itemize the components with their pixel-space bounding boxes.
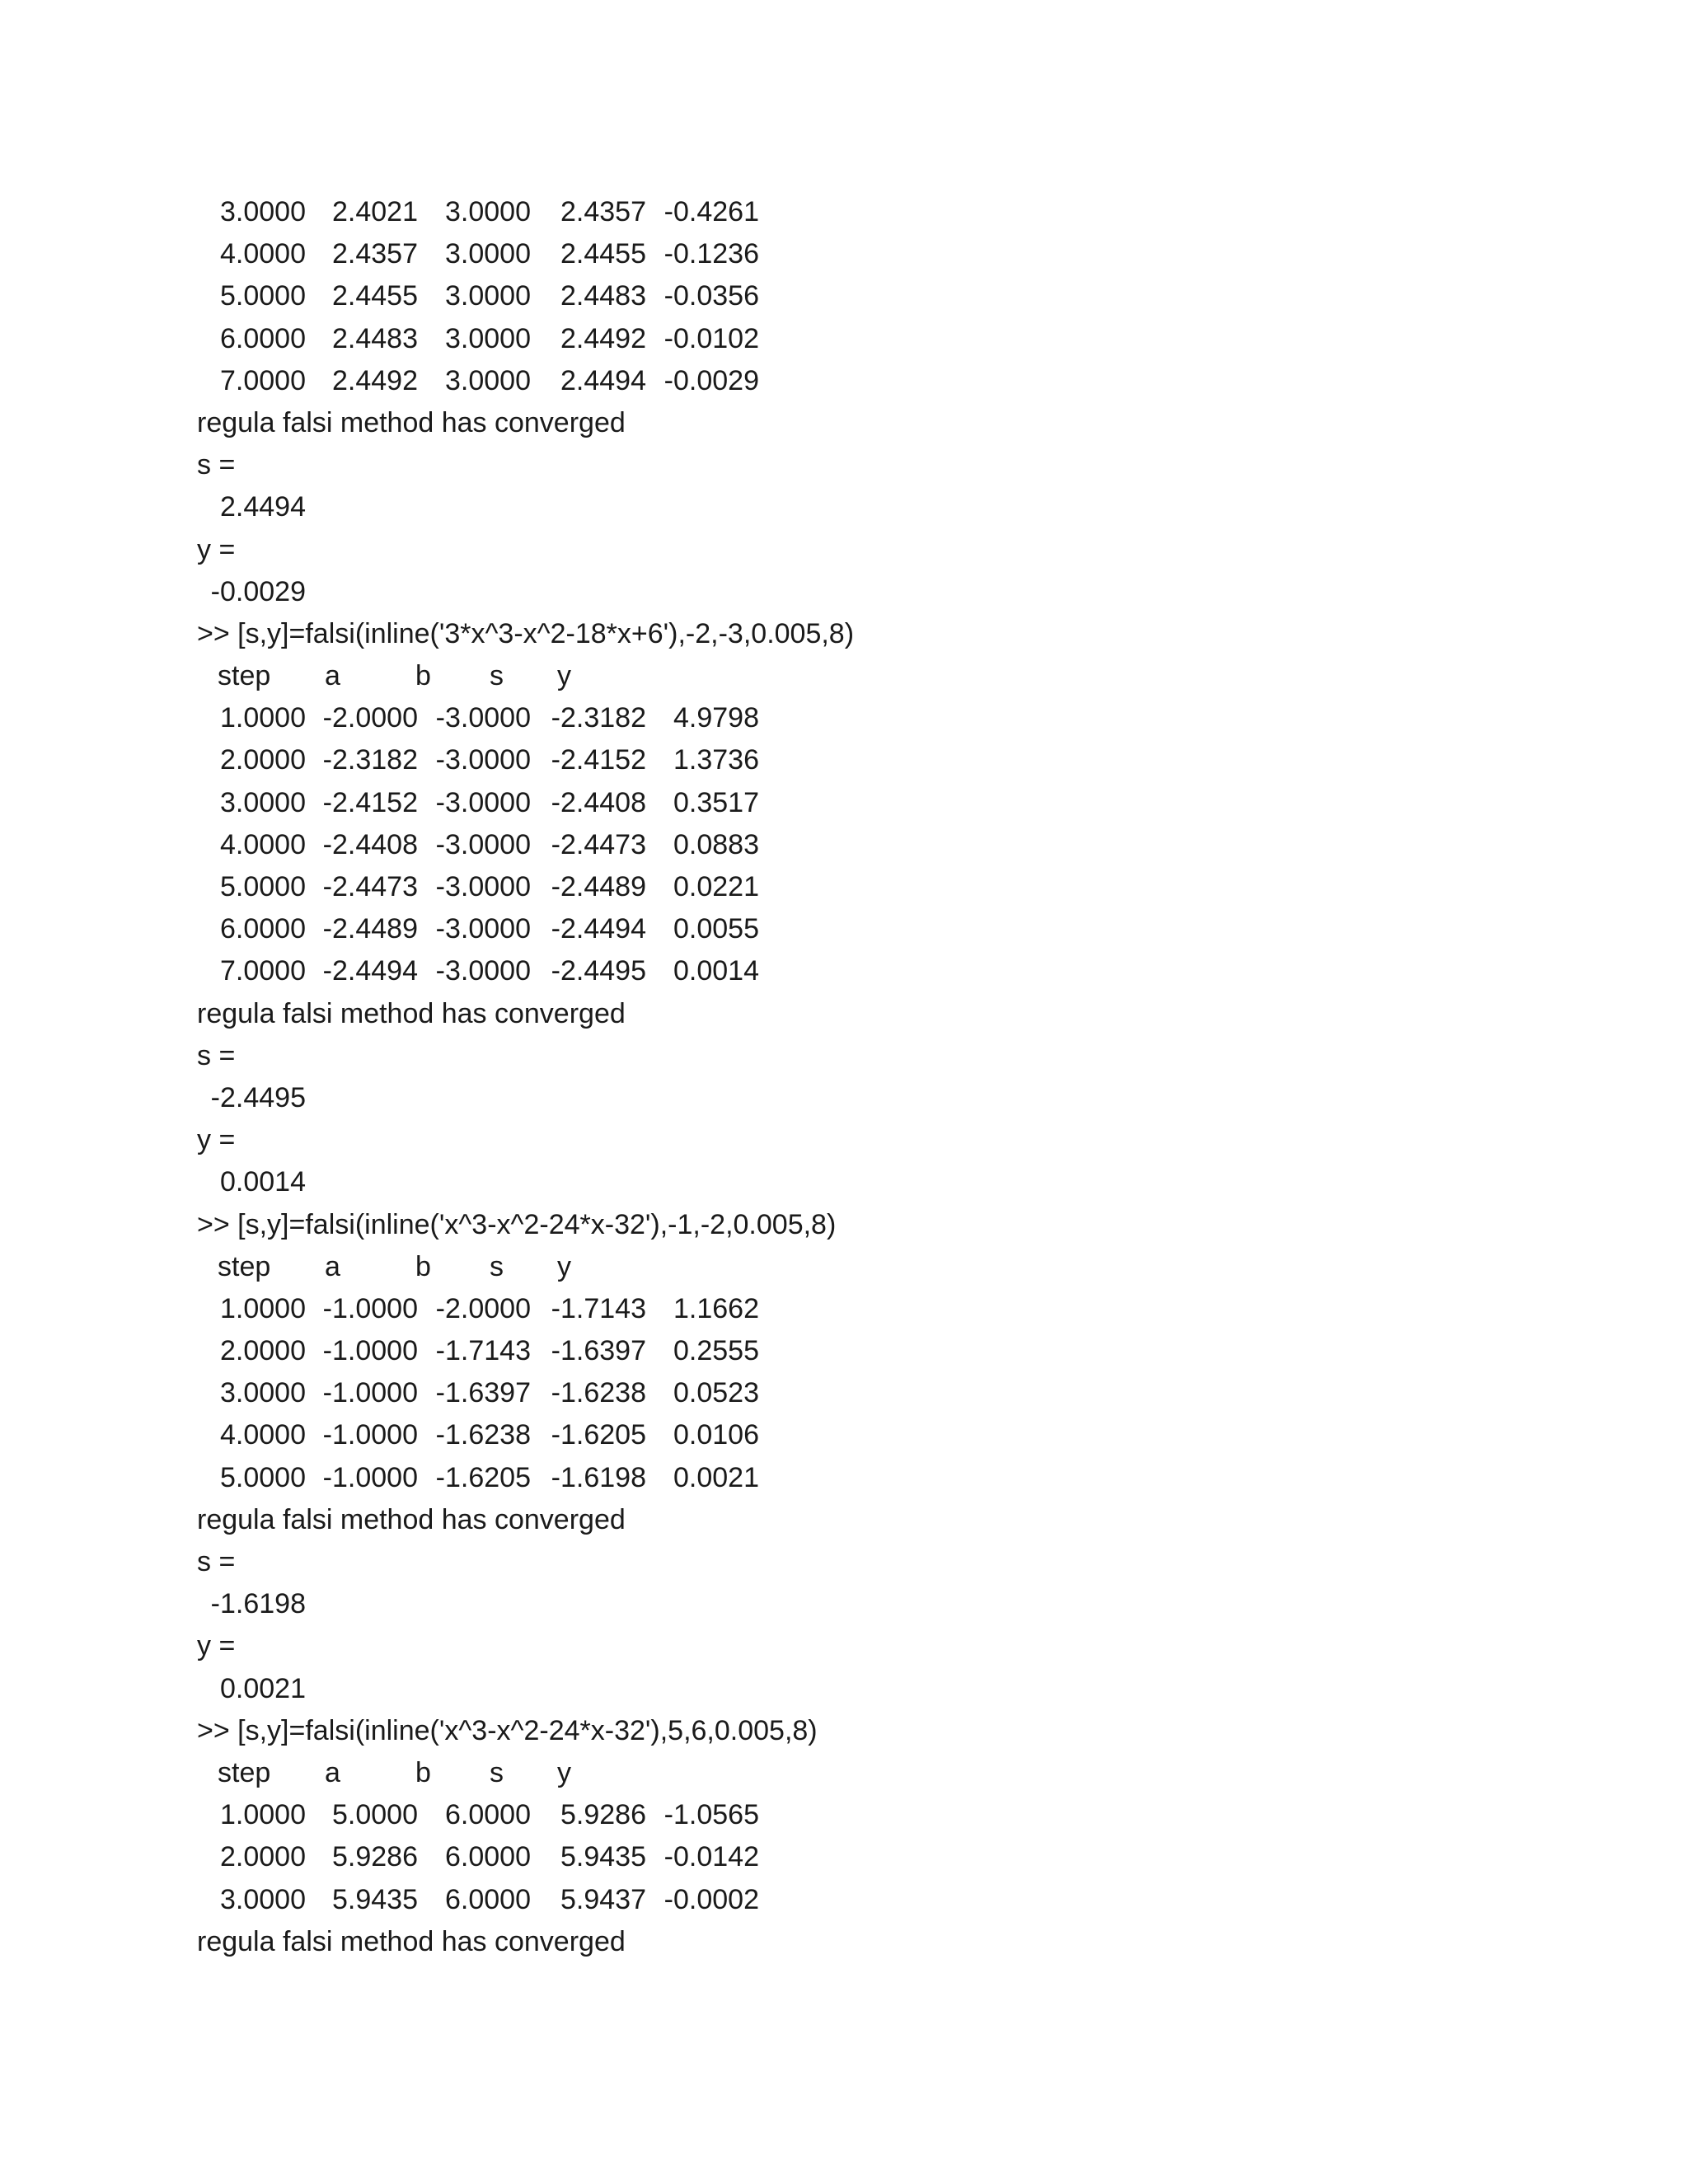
column-header: step	[218, 1756, 271, 1788]
table-cell: 4.0000	[220, 238, 306, 270]
result-value	[197, 571, 1598, 613]
table-cell: 2.0000	[220, 1335, 306, 1367]
variable-label	[197, 529, 1598, 571]
table-cell: 5.9437	[560, 1883, 646, 1915]
table-cell: 2.4483	[332, 322, 418, 354]
table-cell: 0.0014	[673, 955, 759, 987]
table-cell: 1.0000	[220, 702, 306, 734]
table-cell: 2.4021	[332, 196, 418, 227]
variable-label	[197, 1119, 1598, 1161]
table-cell: 1.1662	[673, 1292, 759, 1324]
table-row	[197, 1414, 1598, 1456]
table-row	[197, 233, 1598, 275]
table-row	[197, 739, 1598, 781]
table-cell: 1.0000	[220, 1292, 306, 1324]
table-cell: -1.7143	[551, 1292, 646, 1324]
table-cell: 6.0000	[220, 322, 306, 354]
table-cell: -2.4408	[322, 828, 418, 860]
table-cell: -2.4494	[551, 913, 646, 945]
table-cell: 0.0106	[673, 1419, 759, 1451]
table-cell: 1.0000	[220, 1799, 306, 1831]
table-cell: 3.0000	[445, 364, 531, 396]
table-cell: -3.0000	[435, 913, 531, 945]
table-cell: 6.0000	[220, 913, 306, 945]
table-row	[197, 318, 1598, 360]
table-cell: -2.4473	[551, 828, 646, 860]
line-text: y =	[197, 1630, 236, 1662]
table-cell: 2.4492	[560, 322, 646, 354]
table-cell: 3.0000	[220, 786, 306, 818]
table-cell: -0.0002	[663, 1883, 759, 1915]
table-cell: 2.0000	[220, 744, 306, 776]
result-value	[197, 1077, 1598, 1119]
table-cell: 2.4455	[560, 238, 646, 270]
table-cell: -2.0000	[435, 1292, 531, 1324]
table-cell: -1.7143	[435, 1335, 531, 1367]
table-row	[197, 782, 1598, 824]
variable-label	[197, 1541, 1598, 1583]
column-header: y	[557, 1756, 571, 1788]
column-header: b	[415, 1756, 431, 1788]
result-value-text: 0.0014	[220, 1166, 306, 1198]
table-row	[197, 866, 1598, 908]
table-cell: -3.0000	[435, 744, 531, 776]
column-header: step	[218, 1250, 271, 1282]
column-header: b	[415, 660, 431, 692]
result-value	[197, 1583, 1598, 1625]
table-cell: -1.0000	[322, 1419, 418, 1451]
status-message	[197, 402, 1598, 444]
line-text: s =	[197, 449, 236, 481]
table-cell: 3.0000	[445, 238, 531, 270]
status-message	[197, 1499, 1598, 1541]
table-cell: 0.2555	[673, 1335, 759, 1367]
table-header	[197, 655, 1598, 697]
variable-label	[197, 1625, 1598, 1667]
table-cell: 2.4357	[560, 196, 646, 227]
table-cell: 6.0000	[445, 1799, 531, 1831]
table-cell: 2.4455	[332, 280, 418, 312]
table-row	[197, 1794, 1598, 1836]
result-value-text: -0.0029	[210, 575, 306, 607]
table-header	[197, 1246, 1598, 1288]
table-cell: 0.3517	[673, 786, 759, 818]
table-cell: 1.3736	[673, 744, 759, 776]
table-cell: -1.6238	[551, 1377, 646, 1409]
table-cell: -2.4489	[551, 871, 646, 902]
result-value	[197, 1668, 1598, 1710]
table-cell: -1.0000	[322, 1461, 418, 1493]
line-text: regula falsi method has converged	[197, 997, 626, 1029]
table-cell: -0.0142	[663, 1841, 759, 1873]
table-cell: -1.0000	[322, 1292, 418, 1324]
table-row	[197, 191, 1598, 233]
result-value	[197, 1161, 1598, 1203]
table-cell: -0.0102	[663, 322, 759, 354]
table-cell: -2.4495	[551, 955, 646, 987]
table-cell: 5.9286	[560, 1799, 646, 1831]
result-value-text: -1.6198	[210, 1588, 306, 1620]
table-cell: -2.0000	[322, 702, 418, 734]
table-cell: 2.4492	[332, 364, 418, 396]
table-cell: 4.9798	[673, 702, 759, 734]
table-cell: 4.0000	[220, 828, 306, 860]
table-cell: -3.0000	[435, 871, 531, 902]
status-message	[197, 993, 1598, 1035]
table-row	[197, 1836, 1598, 1878]
table-cell: 3.0000	[445, 196, 531, 227]
table-cell: 6.0000	[445, 1883, 531, 1915]
status-message	[197, 1921, 1598, 1963]
table-cell: 5.0000	[220, 871, 306, 902]
table-cell: -3.0000	[435, 955, 531, 987]
table-cell: -2.4489	[322, 913, 418, 945]
result-value-text: 0.0021	[220, 1672, 306, 1704]
table-cell: 0.0221	[673, 871, 759, 902]
table-cell: -2.4494	[322, 955, 418, 987]
line-text: s =	[197, 1039, 236, 1071]
column-header: step	[218, 660, 271, 692]
table-cell: 5.9286	[332, 1841, 418, 1873]
table-cell: -1.0000	[322, 1335, 418, 1367]
column-header: s	[490, 1756, 504, 1788]
column-header: a	[325, 1756, 340, 1788]
table-cell: 3.0000	[220, 196, 306, 227]
table-cell: 4.0000	[220, 1419, 306, 1451]
line-text: regula falsi method has converged	[197, 1925, 626, 1957]
table-row	[197, 908, 1598, 950]
table-header	[197, 1752, 1598, 1794]
table-cell: 2.4357	[332, 238, 418, 270]
column-header: b	[415, 1250, 431, 1282]
table-cell: -0.0356	[663, 280, 759, 312]
table-cell: -1.0565	[663, 1799, 759, 1831]
command-line	[197, 1710, 1598, 1752]
table-cell: -1.0000	[322, 1377, 418, 1409]
table-cell: 0.0021	[673, 1461, 759, 1493]
table-cell: 6.0000	[445, 1841, 531, 1873]
table-cell: 3.0000	[220, 1377, 306, 1409]
table-cell: -2.4152	[322, 786, 418, 818]
table-cell: -1.6205	[435, 1461, 531, 1493]
table-cell: -2.4473	[322, 871, 418, 902]
table-cell: 2.4483	[560, 280, 646, 312]
command-line	[197, 1204, 1598, 1246]
table-cell: -1.6205	[551, 1419, 646, 1451]
table-cell: -3.0000	[435, 702, 531, 734]
column-header: y	[557, 660, 571, 692]
table-cell: -3.0000	[435, 786, 531, 818]
table-cell: 5.0000	[220, 1461, 306, 1493]
line-text: y =	[197, 1124, 236, 1156]
result-value-text: -2.4495	[210, 1081, 306, 1113]
table-cell: -1.6238	[435, 1419, 531, 1451]
column-header: y	[557, 1250, 571, 1282]
table-cell: -1.6397	[435, 1377, 531, 1409]
table-cell: -2.3182	[322, 744, 418, 776]
table-cell: -1.6198	[551, 1461, 646, 1493]
variable-label	[197, 1035, 1598, 1077]
command-text: >> [s,y]=falsi(inline('x^3-x^2-24*x-32'),5,6,0.005,8)	[197, 1714, 818, 1746]
table-cell: -2.4408	[551, 786, 646, 818]
table-cell: -0.0029	[663, 364, 759, 396]
table-cell: 2.4494	[560, 364, 646, 396]
table-row	[197, 697, 1598, 739]
table-row	[197, 950, 1598, 992]
variable-label	[197, 444, 1598, 486]
table-cell: 7.0000	[220, 955, 306, 987]
line-text: regula falsi method has converged	[197, 406, 626, 438]
column-header: a	[325, 660, 340, 692]
result-value	[197, 486, 1598, 528]
table-cell: -2.3182	[551, 702, 646, 734]
table-row	[197, 1457, 1598, 1499]
table-cell: 5.9435	[332, 1883, 418, 1915]
table-cell: -2.4152	[551, 744, 646, 776]
table-cell: 5.9435	[560, 1841, 646, 1873]
result-value-text: 2.4494	[220, 491, 306, 523]
table-cell: 5.0000	[220, 280, 306, 312]
column-header: s	[490, 660, 504, 692]
table-row	[197, 1372, 1598, 1414]
table-cell: 0.0055	[673, 913, 759, 945]
table-cell: 3.0000	[220, 1883, 306, 1915]
matlab-output-document	[197, 191, 1598, 1963]
column-header: s	[490, 1250, 504, 1282]
table-cell: 0.0883	[673, 828, 759, 860]
table-cell: 3.0000	[445, 322, 531, 354]
line-text: s =	[197, 1546, 236, 1577]
command-text: >> [s,y]=falsi(inline('3*x^3-x^2-18*x+6'),-2,-3,0.005,8)	[197, 617, 855, 649]
table-row	[197, 360, 1598, 402]
table-cell: 2.0000	[220, 1841, 306, 1873]
line-text: regula falsi method has converged	[197, 1503, 626, 1535]
table-row	[197, 824, 1598, 866]
table-row	[197, 1288, 1598, 1330]
table-row	[197, 1879, 1598, 1921]
table-cell: 0.0523	[673, 1377, 759, 1409]
column-header: a	[325, 1250, 340, 1282]
table-cell: 3.0000	[445, 280, 531, 312]
table-cell: 5.0000	[332, 1799, 418, 1831]
table-cell: -0.4261	[663, 196, 759, 227]
table-row	[197, 1330, 1598, 1372]
table-cell: -1.6397	[551, 1335, 646, 1367]
table-row	[197, 275, 1598, 317]
table-cell: 7.0000	[220, 364, 306, 396]
table-cell: -0.1236	[663, 238, 759, 270]
line-text: y =	[197, 533, 236, 565]
command-line	[197, 613, 1598, 655]
table-cell: -3.0000	[435, 828, 531, 860]
command-text: >> [s,y]=falsi(inline('x^3-x^2-24*x-32'),-1,-2,0.005,8)	[197, 1208, 837, 1240]
